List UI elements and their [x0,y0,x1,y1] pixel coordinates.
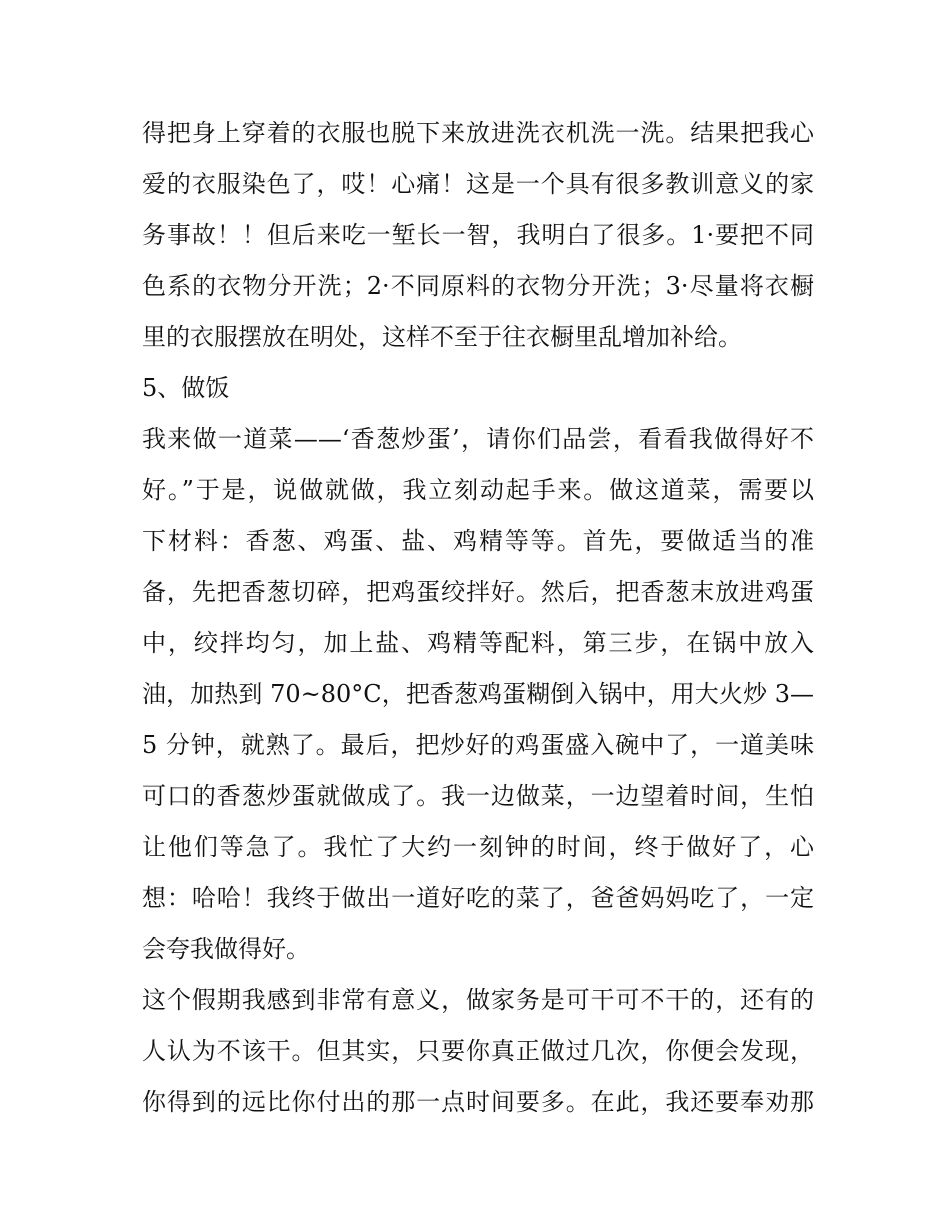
text-line: 爱的衣服染色了，哎！心痛！这是一个具有很多教训意义的家 [142,170,814,198]
text-line: 油，加热到 70~80°C，把香葱鸡蛋糊倒入锅中，用大火炒 3— [142,680,814,708]
text-line: 得把身上穿着的衣服也脱下来放进洗衣机洗一洗。结果把我心 [142,119,814,147]
text-line: 5 分钟，就熟了。最后，把炒好的鸡蛋盛入碗中了，一道美味 [142,731,814,759]
text-line: 中，绞拌均匀，加上盐、鸡精等配料，第三步，在锅中放入 [142,629,814,657]
text-line: 色系的衣物分开洗；2·不同原料的衣物分开洗；3·尽量将衣橱 [142,272,814,300]
document-body [142,108,814,1128]
text-line: 会夸我做得好。 [142,935,310,963]
text-line: 让他们等急了。我忙了大约一刻钟的时间，终于做好了，心 [142,833,814,861]
text-line: 好。”于是，说做就做，我立刻动起手来。做这道菜，需要以 [142,476,814,504]
text-line: 可口的香葱炒蛋就做成了。我一边做菜，一边望着时间，生怕 [142,782,814,810]
text-line: 备，先把香葱切碎，把鸡蛋绞拌好。然后，把香葱末放进鸡蛋 [142,578,814,606]
text-line: 想：哈哈！我终于做出一道好吃的菜了，爸爸妈妈吃了，一定 [142,884,814,912]
text-line: 这个假期我感到非常有意义，做家务是可干可不干的，还有的 [142,986,814,1014]
text-line: 你得到的远比你付出的那一点时间要多。在此，我还要奉劝那 [142,1088,814,1116]
text-line: 里的衣服摆放在明处，这样不至于往衣橱里乱增加补给。 [142,323,742,351]
text-line: 人认为不该干。但其实，只要你真正做过几次，你便会发现， [142,1037,814,1065]
text-line: 下材料：香葱、鸡蛋、盐、鸡精等等。首先，要做适当的准 [142,527,814,555]
text-line: 务事故！！但后来吃一堑长一智，我明白了很多。1·要把不同 [142,221,814,249]
text-line: 我来做一道菜——‘香葱炒蛋’，请你们品尝，看看我做得好不 [142,425,814,453]
text-line: 5、做饭 [142,374,230,402]
